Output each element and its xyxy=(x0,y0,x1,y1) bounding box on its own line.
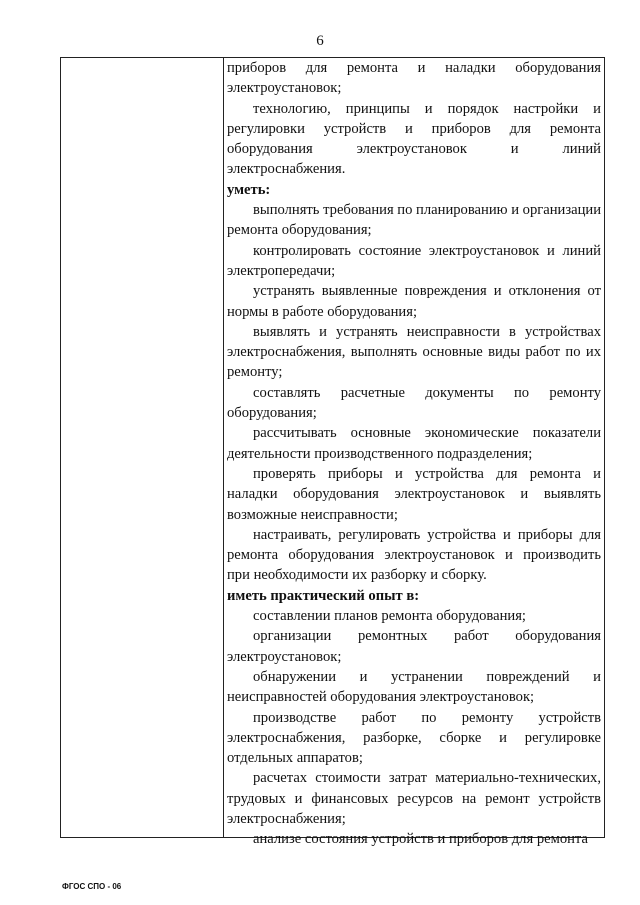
skill-item: составлять расчетные документы по ремонту оборудования; xyxy=(227,384,601,422)
column-divider xyxy=(223,58,224,837)
experience-item: составлении планов ремонта оборудования; xyxy=(253,608,526,625)
document-footer: ФГОС СПО - 06 xyxy=(62,882,122,891)
skill-item: настраивать, регулировать устройства и приборы для ремонта оборудования электроустановок и производить при необходимости их разборку и сборку. xyxy=(227,526,601,584)
knowledge-item: приборов для ремонта и наладки оборудования электроустановок; xyxy=(227,60,601,97)
competency-table xyxy=(60,57,605,848)
table-content-cell xyxy=(227,58,601,850)
skill-item: выполнять требования по планированию и организации ремонта оборудования; xyxy=(227,202,601,239)
skill-item: проверять приборы и устройства для ремонта и наладки оборудования электроустановок и выявлять возможные неисправности; xyxy=(227,465,601,523)
skill-item: контролировать состояние электроустановок и линий электропередачи; xyxy=(227,242,601,279)
skill-item: выявлять и устранять неисправности в устройствах электроснабжения, выполнять основные виды работ по их ремонту; xyxy=(227,323,601,381)
experience-item: производстве работ по ремонту устройств электроснабжения, разборке, сборке и регулировке отдельных аппаратов; xyxy=(227,709,601,767)
knowledge-item: технологию, принципы и порядок настройки и регулировки устройств и приборов для ремонта оборудования электроустановок и линий электроснабжения. xyxy=(227,100,601,178)
experience-item: организации ремонтных работ оборудования электроустановок; xyxy=(227,628,601,665)
experience-item: расчетах стоимости затрат материально-технических, трудовых и финансовых ресурсов на ремонт устройств электроснабжения; xyxy=(227,770,601,827)
skill-item: устранять выявленные повреждения и отклонения от нормы в работе оборудования; xyxy=(227,283,601,320)
skill-item: рассчитывать основные экономические показатели деятельности производственного подразделения; xyxy=(227,425,601,462)
experience-item: обнаружении и устранении повреждений и неисправностей оборудования электроустановок; xyxy=(227,668,601,706)
experience-heading: иметь практический опыт в: xyxy=(227,587,420,604)
page-number: 6 xyxy=(316,33,324,49)
experience-item: анализе состояния устройств и приборов для ремонта xyxy=(253,831,588,848)
skills-heading: уметь: xyxy=(227,181,271,198)
